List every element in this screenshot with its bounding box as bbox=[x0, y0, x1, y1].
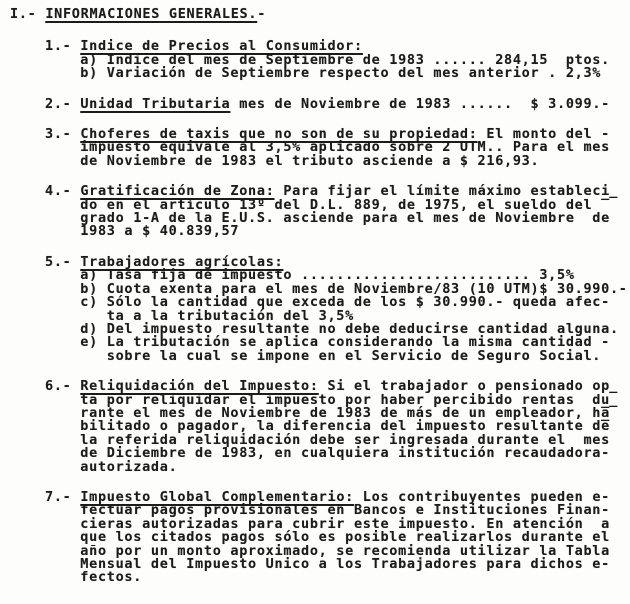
section-number: 2.- bbox=[45, 95, 81, 112]
section-heading-tail: El monto del - bbox=[477, 126, 610, 143]
text-line: fectuar pagos provisionales en Bancos e Instituciones Finan- bbox=[80, 502, 610, 519]
text-line: sobre la cual se impone en el Servicio de Seguro Social. bbox=[80, 347, 602, 364]
section-heading: Choferes de taxis que no son de su propiedad: bbox=[80, 126, 478, 143]
section bbox=[45, 488, 630, 586]
section-body bbox=[45, 391, 630, 475]
section-heading: Unidad Tributaria bbox=[80, 95, 231, 112]
section-heading-tail: Los contribuyentes pueden e- bbox=[353, 488, 610, 505]
text-line: a) Tasa fija de impuesto .......................... 3,5% bbox=[80, 267, 575, 284]
section-number: 7.- bbox=[45, 488, 81, 505]
section-heading: Gratificación de Zona: bbox=[80, 183, 275, 200]
text-line: do en el artículo 13º del D.L. 889, de 1975, el sueldo del ‾ bbox=[80, 196, 610, 213]
section bbox=[45, 253, 630, 364]
text-line: 1983 a $ 40.839,57 bbox=[80, 223, 240, 240]
text-line: c) Sólo la cantidad que exceda de los $ 30.990.- queda afec- bbox=[80, 294, 610, 311]
section bbox=[45, 380, 630, 474]
text-line: d) Del impuesto resultante no debe deducirse cantidad alguna. bbox=[80, 320, 619, 337]
text-line: Mensual del Impuesto Unico a los Trabajadores para dichos e- bbox=[80, 556, 610, 572]
text-line: b) Variación de Septiembre respecto del mes anterior . 2,3% bbox=[80, 65, 602, 82]
text-line: la referida reliquidación debe ser ingresada durante el mes bbox=[80, 431, 610, 448]
section-body bbox=[45, 51, 630, 82]
text-line: grado 1-A de la E.U.S. asciende para el mes de Noviembre de bbox=[80, 210, 610, 227]
text-line: año por un monto aproximado, se recomienda utilizar la Tabla bbox=[80, 542, 610, 559]
section-heading: Impuesto Global Complementario: bbox=[80, 488, 354, 505]
text-line: fectos. bbox=[80, 569, 143, 586]
section bbox=[45, 40, 630, 80]
section-number: 5.- bbox=[45, 253, 81, 270]
section-heading-line bbox=[45, 95, 630, 112]
text-line: autorizada. bbox=[80, 458, 178, 475]
text-line: b) Cuota exenta para el mes de Noviembre/83 (10 UTM)$ 30.990.- bbox=[80, 280, 628, 297]
text-line: de Diciembre de 1983, en cualquiera institución recaudadora- bbox=[80, 445, 610, 462]
text-line: e) La tributación se aplica considerando la misma cantidad - bbox=[80, 334, 610, 351]
section-body bbox=[45, 269, 630, 363]
text-line: impuesto equivale al 3,5% aplicado sobre 2 UTM.. Para el mes bbox=[80, 139, 610, 156]
section-heading-tail: Si el trabajador o pensionado op̲ bbox=[318, 378, 619, 395]
section bbox=[45, 95, 630, 112]
sections bbox=[45, 40, 630, 584]
section bbox=[45, 128, 630, 168]
section-number: 1.- bbox=[45, 38, 81, 55]
text-line: ta por reliquidar el impuesto por haber percibido rentas du̲ bbox=[80, 391, 619, 408]
text-line: cieras autorizadas para cubrir este impuesto. En atención a bbox=[80, 515, 610, 532]
section-heading: Trabajadores agrícolas: bbox=[80, 253, 284, 270]
title-number: I.- bbox=[10, 6, 46, 22]
text-line: de Noviembre de 1983 el tributo asciende a $ 216,93. bbox=[80, 152, 540, 169]
section-heading-tail: mes de Noviembre de 1983 ...... $ 3.099.- bbox=[230, 95, 610, 112]
section-heading: Reliquidación del Impuesto: bbox=[80, 378, 319, 395]
text-line: rante el mes de Noviembre de 1983 de más de un empleador, ha̅ bbox=[80, 404, 610, 421]
document-title bbox=[10, 8, 630, 21]
section-heading: Indice de Precios al Consumidor: bbox=[80, 38, 363, 55]
section-heading-tail: Para fijar el límite máximo estableci̲ bbox=[274, 183, 619, 200]
section-body bbox=[45, 141, 630, 168]
section-body bbox=[45, 504, 630, 584]
section bbox=[45, 185, 630, 239]
section-number: 4.- bbox=[45, 183, 81, 200]
section-number: 6.- bbox=[45, 378, 81, 395]
section-number: 3.- bbox=[45, 126, 81, 143]
text-line: ta a la tributación del 3,5% bbox=[80, 307, 354, 324]
title-heading: INFORMACIONES GENERALES. bbox=[45, 6, 258, 22]
text-line: a) Indice del mes de Septiembre de 1983 ...... 284,15 ptos. bbox=[80, 51, 610, 68]
title-tail: - bbox=[257, 6, 267, 22]
section-body bbox=[45, 196, 630, 240]
text-line: que los citados pagos sólo es posible realizarlos durante el bbox=[80, 529, 610, 546]
text-line: bilitado o pagador, la diferencia del impuesto resultante de̅ bbox=[80, 418, 610, 435]
